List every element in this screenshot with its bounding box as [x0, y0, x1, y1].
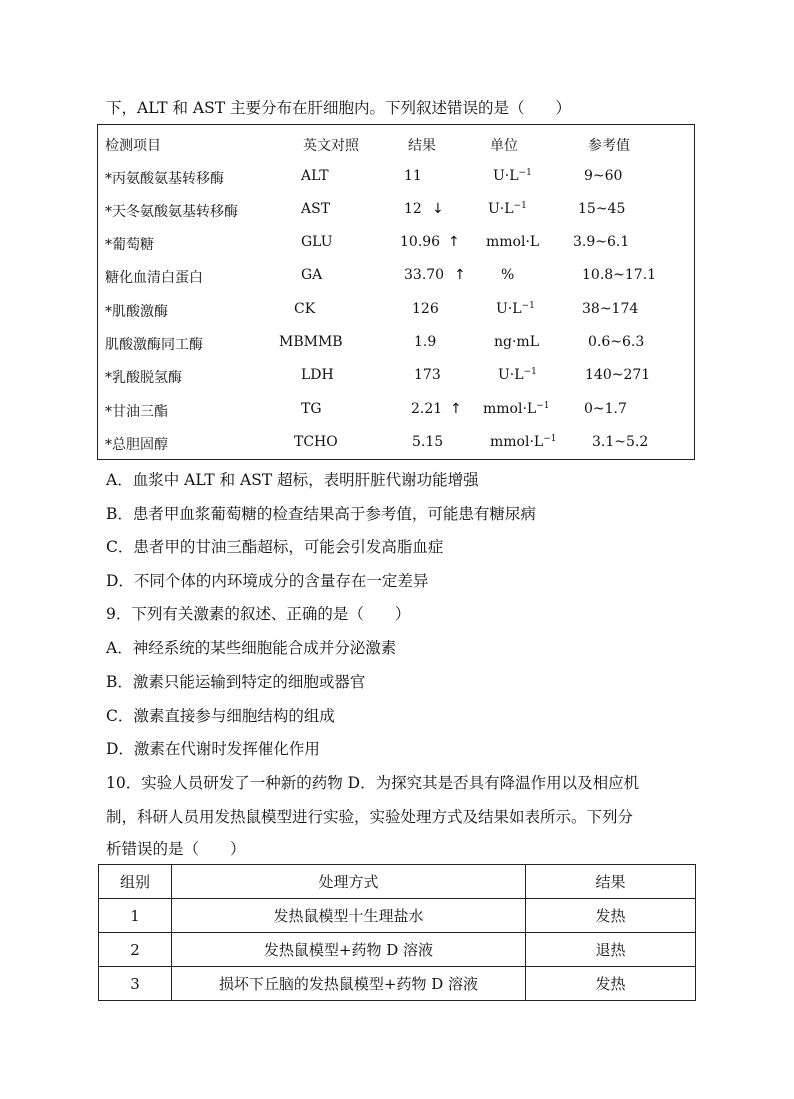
- lab-abbr: TG: [301, 401, 322, 417]
- question-8-intro: 下，ALT 和 AST 主要分布在肝细胞内。下列叙述错误的是（ ）: [106, 99, 571, 117]
- result-cell: 退热: [526, 933, 696, 967]
- lab-result: 11: [404, 168, 422, 184]
- lab-row-ck: [98, 301, 694, 321]
- lab-ref: 15~45: [578, 201, 626, 217]
- lab-table-header: [98, 135, 694, 155]
- lab-unit: U·L −1: [488, 201, 527, 217]
- question-9-stem: 9．下列有关激素的叙述、正确的是（ ）: [106, 605, 411, 623]
- lab-ref: 0~1.7: [584, 401, 627, 417]
- lab-ref: 0.6~6.3: [588, 334, 645, 350]
- lab-row-ga: [98, 267, 694, 287]
- table-row: [99, 967, 696, 1001]
- header-unit: 单位: [490, 138, 518, 154]
- arrow-up-icon: ↑: [454, 267, 466, 283]
- q9-option-c: C．激素直接参与细胞结构的组成: [106, 707, 335, 725]
- lab-item: *葡萄糖: [105, 237, 154, 253]
- lab-row-glu: [98, 234, 694, 254]
- header-group: 组别: [99, 865, 172, 899]
- lab-ref: 9~60: [584, 168, 623, 184]
- lab-unit: U·L −1: [496, 301, 535, 317]
- lab-ref: 3.9~6.1: [573, 234, 630, 250]
- header-result: 结果: [408, 138, 436, 154]
- lab-unit: U·L −1: [498, 367, 537, 383]
- lab-result: 1.9: [414, 334, 437, 350]
- question-10-stem-line-2: 制，科研人员用发热鼠模型进行实验，实验处理方式及结果如表所示。下列分: [106, 808, 634, 826]
- lab-results-table: [97, 124, 695, 460]
- q8-option-a: A．血浆中 ALT 和 AST 超标，表明肝脏代谢功能增强: [106, 471, 479, 489]
- lab-item: 肌酸激酶同工酶: [105, 337, 203, 353]
- q8-option-d: D．不同个体的内环境成分的含量存在一定差异: [106, 572, 429, 590]
- treatment-cell: 发热鼠模型十生理盐水: [172, 899, 526, 933]
- lab-abbr: LDH: [301, 367, 334, 383]
- arrow-up-icon: ↑: [450, 401, 462, 417]
- table-row: [99, 933, 696, 967]
- lab-row-mbmmb: [98, 334, 694, 354]
- lab-unit: mmol·L −1: [490, 434, 557, 450]
- lab-result: 5.15: [412, 434, 444, 450]
- treatment-cell: 损坏下丘脑的发热鼠模型+药物 D 溶液: [172, 967, 526, 1001]
- q8-option-c: C．患者甲的甘油三酯超标，可能会引发高脂血症: [106, 538, 444, 556]
- lab-item: *丙氨酸氨基转移酶: [105, 171, 224, 187]
- lab-row-ldh: [98, 367, 694, 387]
- lab-row-tcho: [98, 434, 694, 454]
- result-cell: 发热: [526, 967, 696, 1001]
- group-cell: 1: [99, 899, 172, 933]
- question-10-stem-line-1: 10．实验人员研发了一种新的药物 D．为探究其是否具有降温作用以及相应机: [106, 774, 640, 792]
- result-cell: 发热: [526, 899, 696, 933]
- question-10-stem-line-3: 析错误的是（ ）: [106, 840, 246, 858]
- lab-ref: 10.8~17.1: [582, 267, 657, 283]
- group-cell: 2: [99, 933, 172, 967]
- lab-result: 12: [404, 201, 422, 217]
- lab-abbr: ALT: [301, 168, 329, 184]
- q9-option-d: D．激素在代谢时发挥催化作用: [106, 740, 320, 758]
- lab-result: 10.96: [400, 234, 441, 250]
- lab-ref: 38~174: [582, 301, 639, 317]
- q8-option-b: B．患者甲血浆葡萄糖的检查结果高于参考值，可能患有糖尿病: [106, 505, 536, 523]
- lab-item: *甘油三酯: [105, 404, 168, 420]
- lab-unit: mmol·L −1: [483, 401, 550, 417]
- lab-unit: ng·mL: [494, 334, 540, 350]
- table-row: [99, 899, 696, 933]
- lab-row-tg: [98, 401, 694, 421]
- experiment-table-header: [99, 865, 696, 899]
- lab-item: *天冬氨酸氨基转移酶: [105, 204, 238, 220]
- header-ref: 参考值: [588, 138, 630, 154]
- lab-result: 2.21: [411, 401, 443, 417]
- header-abbr: 英文对照: [303, 138, 359, 154]
- lab-abbr: TCHO: [294, 434, 338, 450]
- q9-option-b: B．激素只能运输到特定的细胞或器官: [106, 673, 366, 691]
- lab-item: *乳酸脱氢酶: [105, 370, 182, 386]
- lab-abbr: GA: [301, 267, 323, 283]
- arrow-up-icon: ↑: [448, 234, 460, 250]
- lab-item: *总胆固醇: [105, 437, 168, 453]
- lab-abbr: AST: [301, 201, 331, 217]
- group-cell: 3: [99, 967, 172, 1001]
- lab-abbr: GLU: [301, 234, 333, 250]
- lab-result: 33.70: [404, 267, 445, 283]
- lab-result: 126: [412, 301, 439, 317]
- lab-abbr: MBMMB: [279, 334, 343, 350]
- lab-result: 173: [414, 367, 441, 383]
- lab-item: 糖化血清白蛋白: [105, 270, 203, 286]
- header-treatment: 处理方式: [172, 865, 526, 899]
- lab-row-alt: [98, 168, 694, 188]
- lab-unit: U·L −1: [493, 168, 532, 184]
- lab-ref: 3.1~5.2: [592, 434, 649, 450]
- lab-unit: mmol·L: [486, 234, 540, 250]
- arrow-down-icon: ↓: [432, 201, 444, 217]
- header-item: 检测项目: [105, 138, 161, 154]
- lab-unit: %: [501, 267, 515, 283]
- lab-row-ast: [98, 201, 694, 221]
- q9-option-a: A．神经系统的某些细胞能合成并分泌激素: [106, 639, 397, 657]
- lab-ref: 140~271: [585, 367, 651, 383]
- lab-abbr: CK: [294, 301, 316, 317]
- header-result: 结果: [526, 865, 696, 899]
- experiment-table: [98, 864, 696, 1001]
- treatment-cell: 发热鼠模型+药物 D 溶液: [172, 933, 526, 967]
- lab-item: *肌酸激酶: [105, 304, 168, 320]
